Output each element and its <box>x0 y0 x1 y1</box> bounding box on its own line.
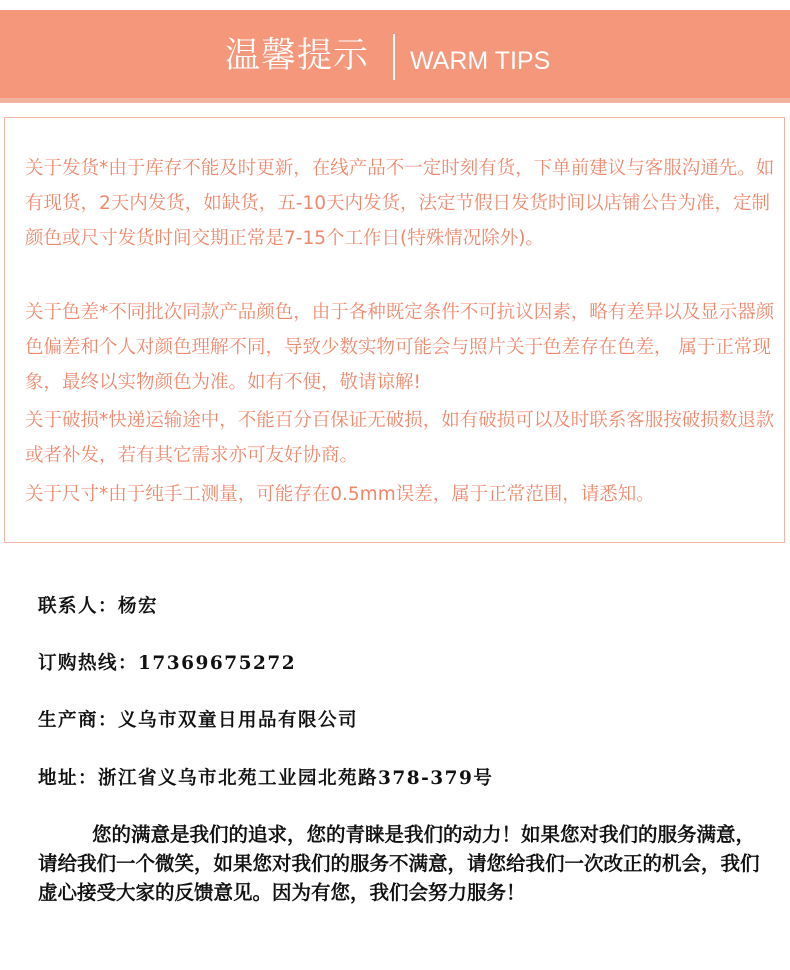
banner-title-cn: 温馨提示 <box>225 36 370 76</box>
banner-title-en: WARM TIPS <box>410 47 551 75</box>
closing-message: 您的满意是我们的追求，您的青睐是我们的动力！如果您对我们的服务满意，请给我们一个微笑，如果您对我们的服务不满意，请您给我们一次改正的机会，我们虚心接受大家的反馈意见。因为有您，我们会努力服务！ <box>38 823 760 904</box>
warm-tips-banner <box>0 10 790 103</box>
tip-damage: 关于破损*快递运输途中，不能百分百保证无破损，如有破损可以及时联系客服按破损数退款或者补发，若有其它需求亦可友好协商。 <box>25 410 775 466</box>
order-hotline: 订购热线：17369675272 <box>38 653 297 674</box>
manufacturer: 生产商：义乌市双童日用品有限公司 <box>38 710 359 731</box>
tip-color-difference: 关于色差*不同批次同款产品颜色，由于各种既定条件不可抗议因素，略有差异以及显示器颜色偏差和个人对颜色理解不同，导致少数实物可能会与照片关于色差存在色差， 属于正常现象，最终以实物颜色为准。如有不便，敬请谅解! <box>25 302 775 393</box>
tip-shipping: 关于发货*由于库存不能及时更新，在线产品不一定时刻有货，下单前建议与客服沟通先。如有现货，2天内发货，如缺货，五-10天内发货，法定节假日发货时间以店铺公告为准，定制颜色或尺寸发货时间交期正常是7-15个工作日(特殊情况除外)。 <box>25 158 775 249</box>
address: 地址：浙江省义乌市北苑工业园北苑路378-379号 <box>38 768 494 789</box>
tips-box <box>4 117 785 543</box>
tip-size: 关于尺寸*由于纯手工测量，可能存在0.5mm误差，属于正常范围，请悉知。 <box>25 484 655 505</box>
banner-divider <box>393 34 395 80</box>
contact-person: 联系人：杨宏 <box>38 596 159 617</box>
